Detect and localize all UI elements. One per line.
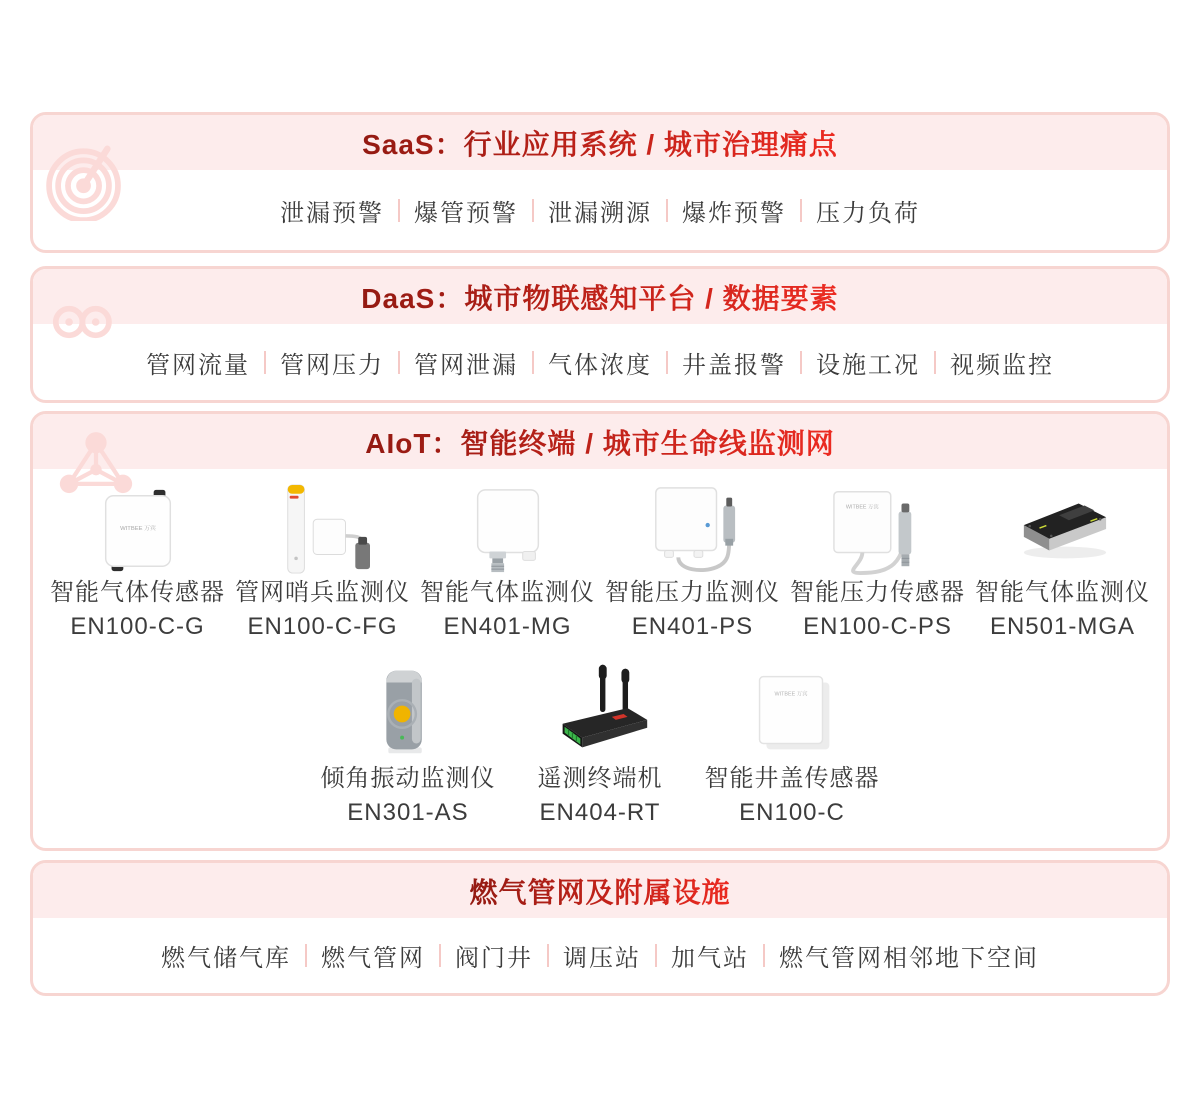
product-model: EN100-C-FG bbox=[247, 613, 398, 640]
infra-header-band bbox=[33, 863, 1167, 918]
list-item: 调压站 bbox=[563, 945, 641, 972]
list-item: 压力负荷 bbox=[816, 199, 920, 227]
aiot-header-band bbox=[33, 414, 1167, 469]
product-card-en100-c-g bbox=[45, 482, 230, 644]
item-divider bbox=[666, 351, 668, 374]
product-card-en404-rt bbox=[504, 658, 696, 830]
product-image-pipe-sentinel bbox=[264, 482, 382, 576]
list-item: 设施工况 bbox=[816, 351, 920, 379]
item-divider bbox=[547, 944, 549, 967]
list-item: 阀门井 bbox=[455, 945, 533, 972]
item-divider bbox=[398, 199, 400, 222]
saas-header-band bbox=[33, 115, 1167, 170]
product-image-tilt-vibration bbox=[349, 658, 467, 762]
product-card-en301-as bbox=[312, 658, 504, 830]
list-item: 气体浓度 bbox=[548, 351, 652, 379]
product-card-en401-mg bbox=[415, 482, 600, 644]
svg-text:WITBEE 万宾: WITBEE 万宾 bbox=[845, 504, 879, 511]
item-divider bbox=[800, 351, 802, 374]
item-divider bbox=[305, 944, 307, 967]
tilt-vibration-device-icon bbox=[349, 662, 467, 762]
item-divider bbox=[666, 199, 668, 222]
product-name: 智能气体监测仪 bbox=[420, 579, 595, 606]
product-row-1 bbox=[45, 482, 1155, 644]
aiot-products bbox=[33, 469, 1167, 848]
list-item: 燃气管网相邻地下空间 bbox=[779, 945, 1039, 972]
product-name: 智能气体传感器 bbox=[50, 579, 225, 606]
product-card-en100-c bbox=[696, 658, 888, 830]
daas-header-band bbox=[33, 269, 1167, 324]
section-daas bbox=[30, 266, 1170, 403]
pipe-sentinel-device-icon bbox=[264, 482, 382, 576]
svg-text:WITBEE 万宾: WITBEE 万宾 bbox=[119, 525, 156, 532]
list-item: 加气站 bbox=[671, 945, 749, 972]
aiot-title: AIoT：智能终端 / 城市生命线监测网 bbox=[365, 422, 835, 462]
section-aiot bbox=[30, 411, 1170, 851]
item-divider bbox=[532, 351, 534, 374]
product-image-gas-monitor-mga bbox=[1004, 482, 1122, 576]
list-item: 泄漏预警 bbox=[280, 199, 384, 227]
product-model: EN100-C-G bbox=[70, 613, 205, 640]
item-divider bbox=[398, 351, 400, 374]
product-image-pressure-sensor bbox=[819, 482, 937, 576]
product-image-gas-sensor bbox=[79, 482, 197, 576]
product-model: EN401-PS bbox=[631, 613, 754, 640]
gas-monitor-device-icon bbox=[449, 482, 567, 576]
product-model: EN401-MG bbox=[443, 613, 572, 640]
product-row-2 bbox=[45, 658, 1155, 830]
saas-items bbox=[33, 170, 1167, 250]
item-divider bbox=[655, 944, 657, 967]
product-name: 倾角振动监测仪 bbox=[320, 765, 496, 792]
product-name: 智能压力监测仪 bbox=[605, 579, 780, 606]
product-name: 智能井盖传感器 bbox=[704, 765, 880, 792]
product-image-telemetry-terminal bbox=[541, 658, 659, 762]
product-model: EN100-C-PS bbox=[803, 613, 952, 640]
product-card-en100-c-fg bbox=[230, 482, 415, 644]
section-infra bbox=[30, 860, 1170, 996]
manhole-sensor-device-icon bbox=[733, 662, 851, 762]
list-item: 视频监控 bbox=[950, 351, 1054, 379]
telemetry-terminal-device-icon bbox=[541, 662, 659, 762]
item-divider bbox=[439, 944, 441, 967]
product-model: EN301-AS bbox=[347, 799, 469, 826]
section-saas bbox=[30, 112, 1170, 253]
product-name: 智能压力传感器 bbox=[790, 579, 965, 606]
daas-items bbox=[33, 324, 1167, 400]
gas-monitor-mga-device-icon bbox=[1004, 482, 1122, 576]
list-item: 燃气管网 bbox=[321, 945, 425, 972]
product-model: EN501-MGA bbox=[989, 613, 1136, 640]
pressure-sensor-device-icon bbox=[819, 482, 937, 576]
product-name: 智能气体监测仪 bbox=[975, 579, 1150, 606]
infra-items bbox=[33, 918, 1167, 993]
product-image-pressure-monitor bbox=[634, 482, 752, 576]
item-divider bbox=[763, 944, 765, 967]
list-item: 爆炸预警 bbox=[682, 199, 786, 227]
daas-title: DaaS：城市物联感知平台 / 数据要素 bbox=[361, 277, 838, 317]
product-card-en100-c-ps bbox=[785, 482, 970, 644]
list-item: 井盖报警 bbox=[682, 351, 786, 379]
item-divider bbox=[264, 351, 266, 374]
gas-sensor-device-icon bbox=[79, 482, 197, 576]
list-item: 管网压力 bbox=[280, 351, 384, 379]
product-image-manhole-sensor bbox=[733, 658, 851, 762]
product-card-en501-mga bbox=[970, 482, 1155, 644]
product-name: 管网哨兵监测仪 bbox=[235, 579, 410, 606]
item-divider bbox=[934, 351, 936, 374]
item-divider bbox=[532, 199, 534, 222]
product-model: EN100-C bbox=[739, 799, 845, 826]
product-image-gas-monitor bbox=[449, 482, 567, 576]
list-item: 燃气储气库 bbox=[161, 945, 291, 972]
svg-text:WITBEE 万宾: WITBEE 万宾 bbox=[774, 691, 808, 698]
saas-title: SaaS：行业应用系统 / 城市治理痛点 bbox=[362, 123, 838, 163]
list-item: 爆管预警 bbox=[414, 199, 518, 227]
infra-title: 燃气管网及附属设施 bbox=[469, 871, 730, 911]
product-name: 遥测终端机 bbox=[537, 765, 663, 792]
list-item: 管网泄漏 bbox=[414, 351, 518, 379]
list-item: 管网流量 bbox=[146, 351, 250, 379]
product-model: EN404-RT bbox=[539, 799, 661, 826]
list-item: 泄漏溯源 bbox=[548, 199, 652, 227]
pressure-monitor-device-icon bbox=[634, 482, 752, 576]
product-card-en401-ps bbox=[600, 482, 785, 644]
item-divider bbox=[800, 199, 802, 222]
